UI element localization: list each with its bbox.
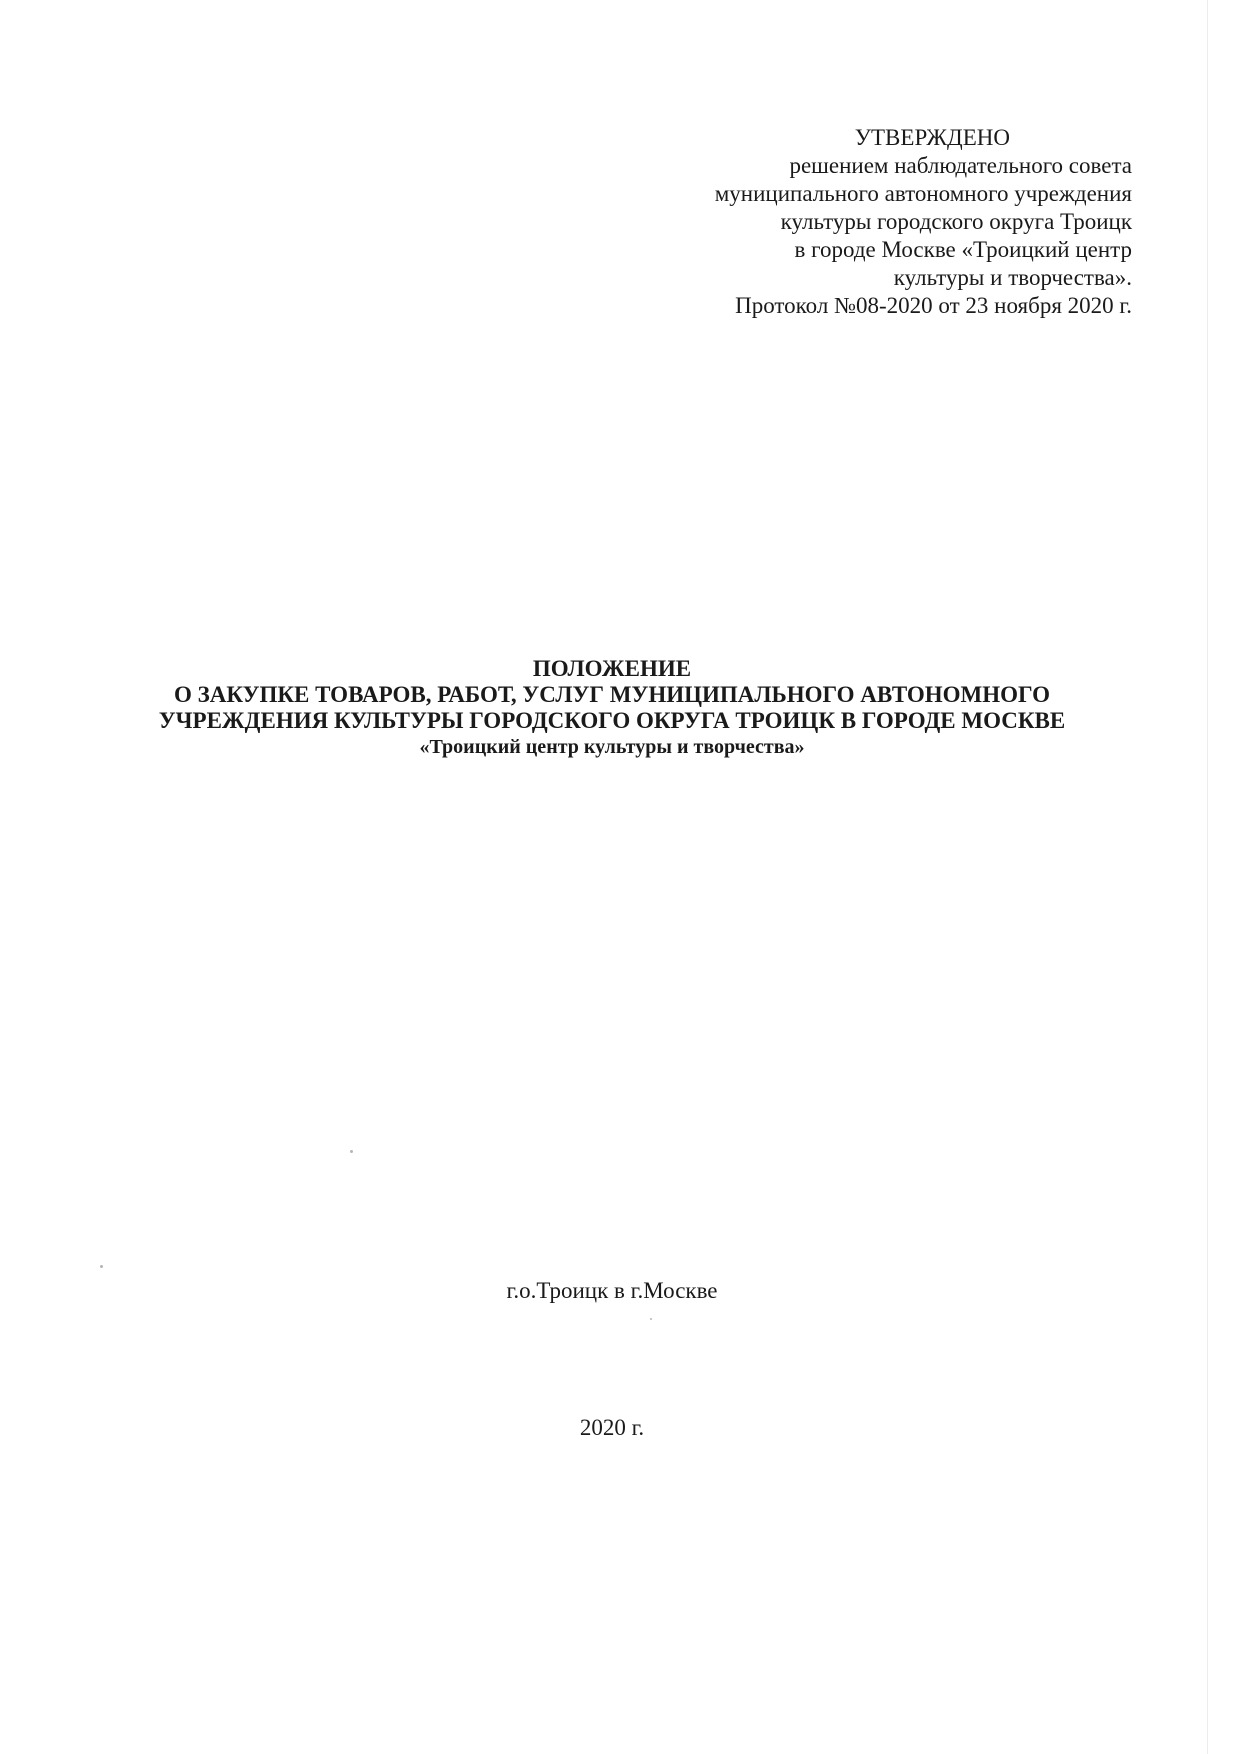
document-year: 2020 г. [579,1415,645,1440]
approval-heading: УТВЕРЖДЕНО [854,125,1010,150]
scan-speck [100,1265,103,1268]
approval-stamp [572,124,1132,320]
scan-edge [1207,0,1208,1754]
title-line: ПОЛОЖЕНИЕ [532,656,692,681]
approval-line: в городе Москве «Троицкий центр [794,237,1132,262]
approval-line: муниципального автономного учреждения [714,181,1132,206]
scan-speck [650,1318,652,1320]
title-line: О ЗАКУПКЕ ТОВАРОВ, РАБОТ, УСЛУГ МУНИЦИПАЛЬНОГО АВТОНОМНОГО [174,682,1050,707]
scan-speck [350,1150,353,1153]
document-place: г.о.Троицк в г.Москве [506,1278,718,1303]
title-subtitle: «Троицкий центр культуры и творчества» [419,736,805,758]
document-title [100,656,1124,760]
approval-protocol: Протокол №08-2020 от 23 ноября 2020 г. [735,293,1132,318]
approval-line: культуры городского округа Троицк [780,209,1132,234]
approval-line: решением наблюдательного совета [789,153,1132,178]
title-line: УЧРЕЖДЕНИЯ КУЛЬТУРЫ ГОРОДСКОГО ОКРУГА ТРОИЦК В ГОРОДЕ МОСКВЕ [158,708,1066,733]
approval-line: культуры и творчества». [893,265,1132,290]
